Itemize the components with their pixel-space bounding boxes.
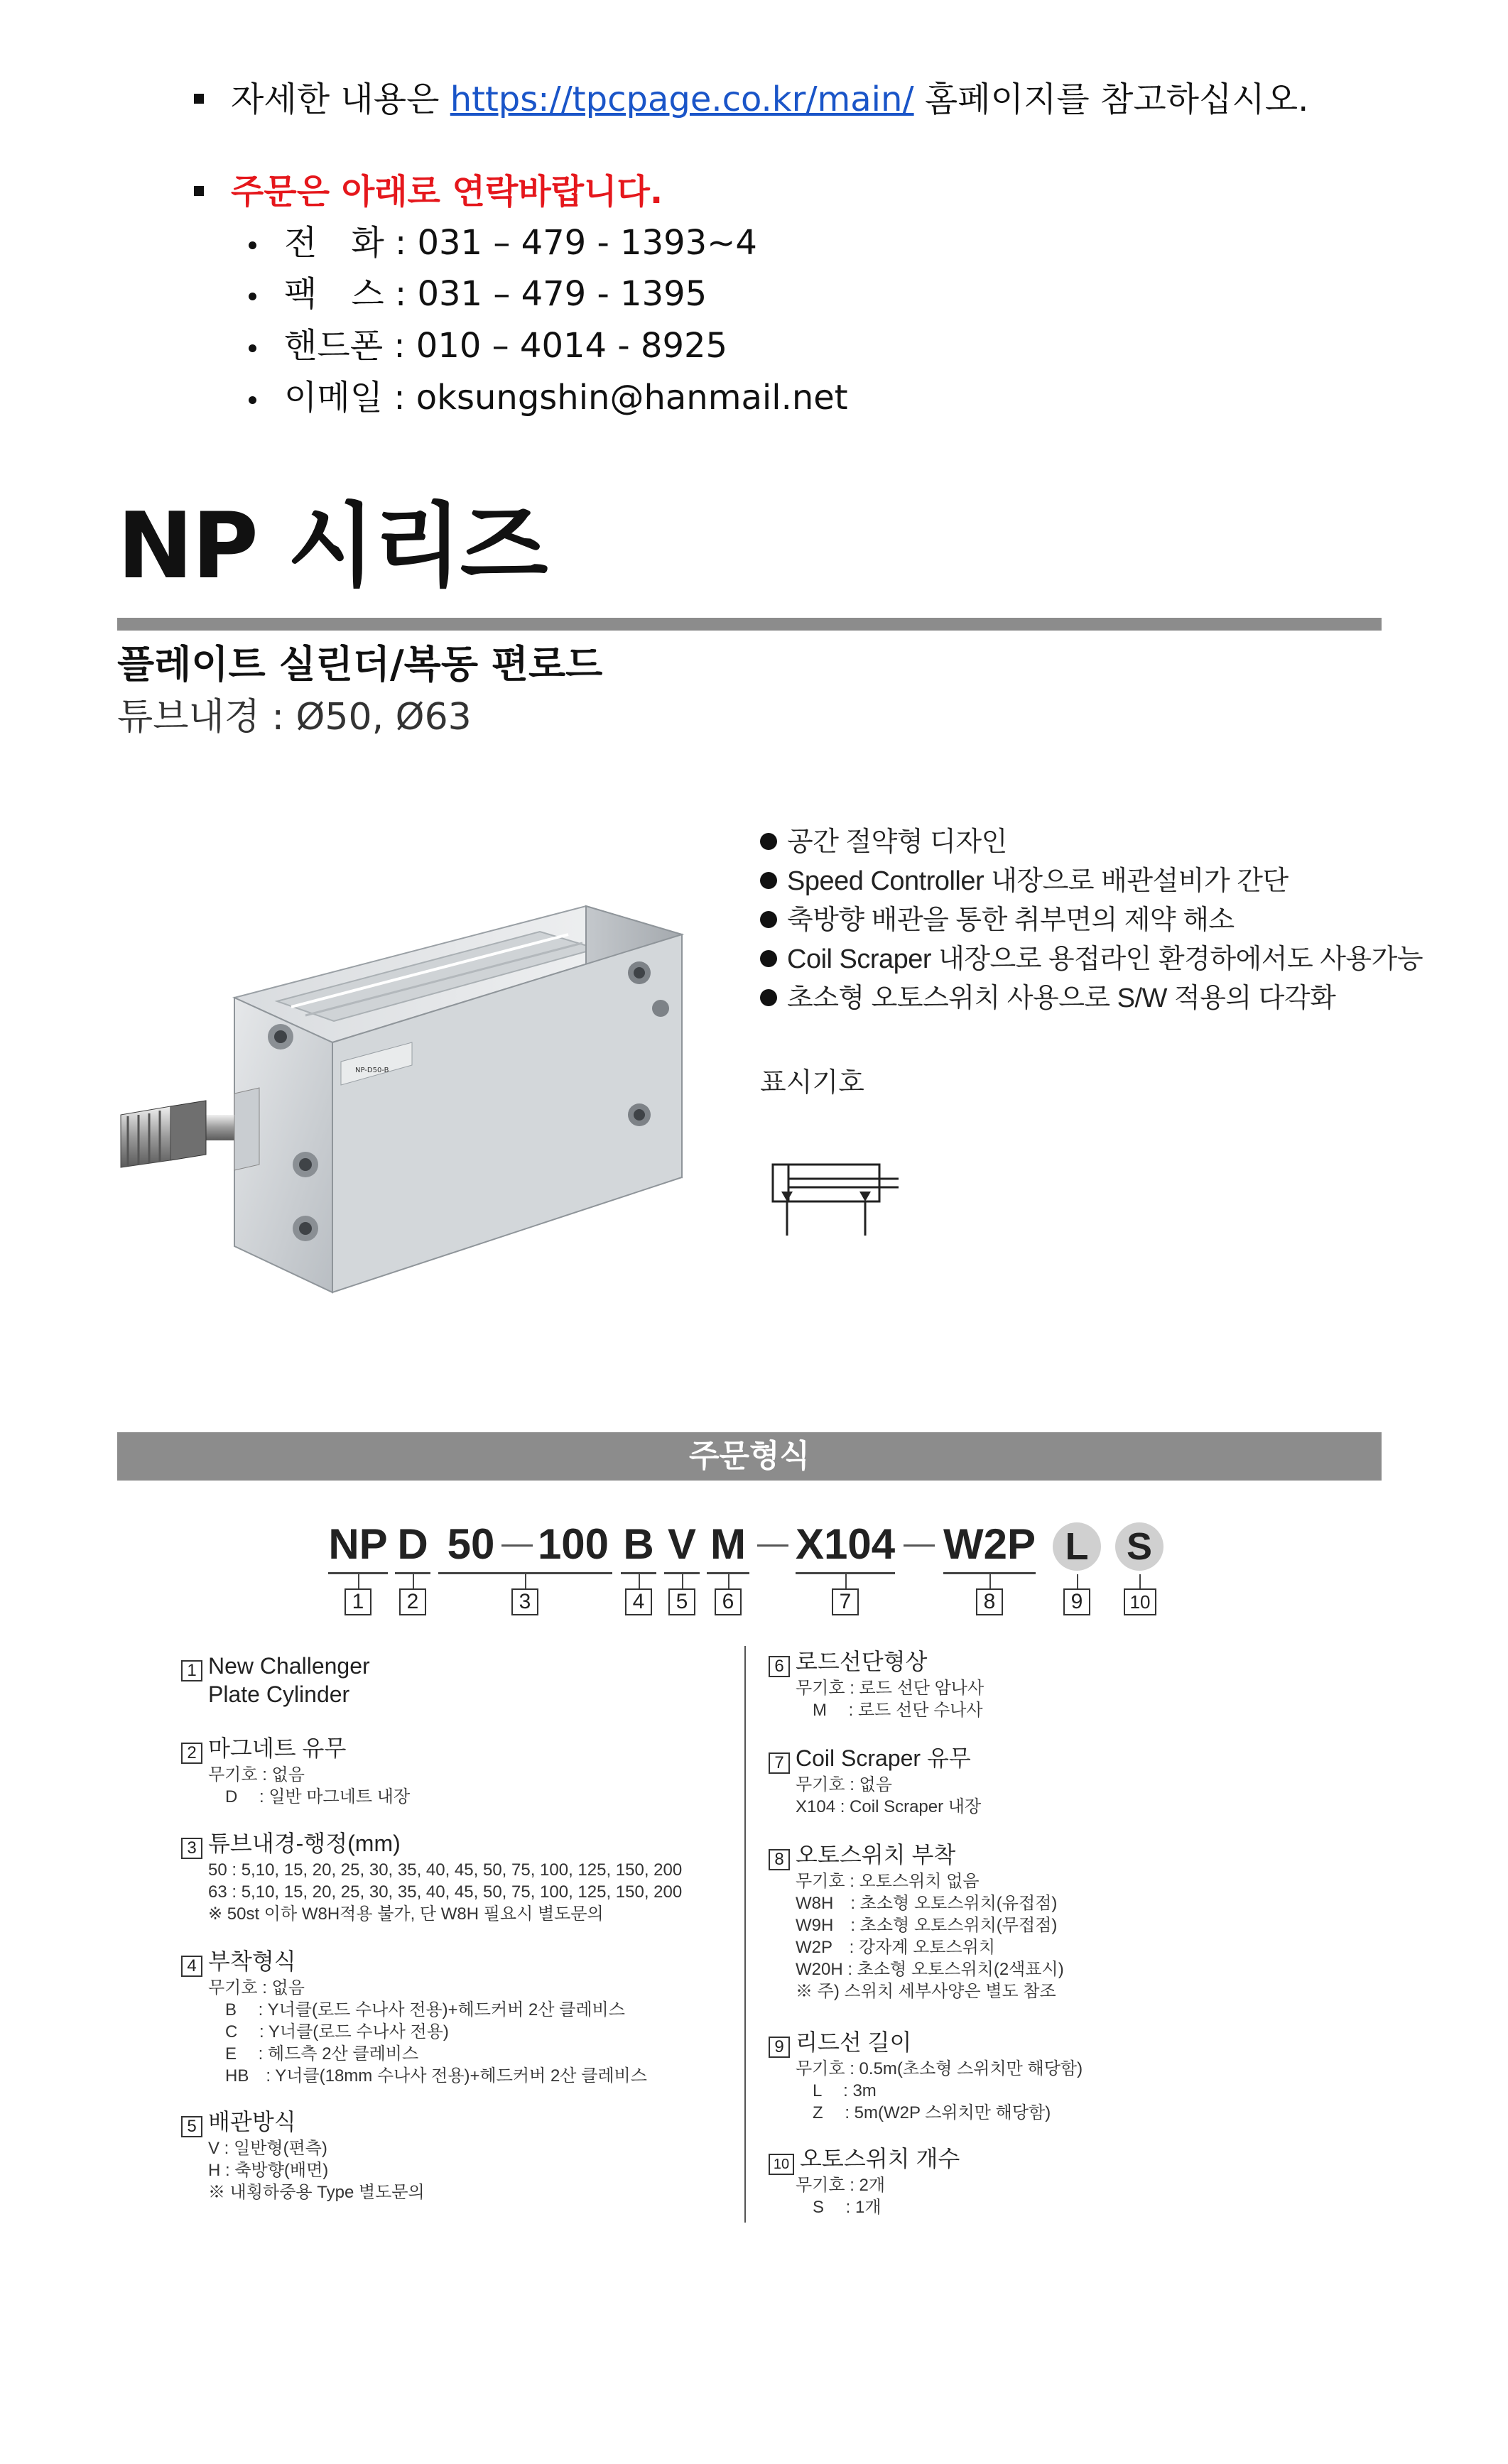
spec-line: M : 로드 선단 수나사 [796, 1701, 983, 1720]
feature-item: 공간 절약형 디자인 [760, 824, 1007, 861]
contact-phone: 전 화 : 031 – 479 - 1393~4 [284, 223, 757, 263]
spec-line: W9H : 초소형 오토스위치(무접점) [796, 1916, 1058, 1935]
code-part-w2p: W2P [943, 1520, 1036, 1568]
spec-line: H : 축방향(배면) [208, 2161, 329, 2180]
spec-line: D : 일반 마그네트 내장 [208, 1787, 411, 1806]
code-part-v: V [667, 1520, 697, 1568]
spec-title-4: 4 부착형식 [181, 1947, 296, 1977]
contact-bullet-icon [249, 293, 256, 300]
spec-title-9: 9 리드선 길이 [769, 2028, 911, 2058]
code-tick [639, 1574, 640, 1588]
spec-line: S : 1개 [796, 2198, 882, 2217]
title-divider [117, 618, 1382, 631]
spec-line: 무기호 : 2개 [796, 2176, 886, 2195]
spec-line: W8H : 초소형 오토스위치(유접점) [796, 1894, 1058, 1913]
spec-line: 무기호 : 0.5m(초소형 스위치만 해당함) [796, 2059, 1083, 2078]
spec-title-8: 8 오토스위치 부착 [769, 1841, 955, 1870]
spec-title-3: 3 튜브내경-행정(mm) [181, 1829, 401, 1859]
bullet-icon [760, 950, 777, 967]
code-number-box: 1 [345, 1588, 371, 1615]
code-part-d: D [397, 1520, 428, 1568]
code-tick [358, 1574, 359, 1588]
code-tick [413, 1574, 414, 1588]
spec-line: ※ 주) 스위치 세부사양은 별도 참조 [796, 1982, 1056, 2001]
spec-title-10: 10 오토스위치 개수 [769, 2144, 960, 2175]
bullet-icon [760, 911, 777, 928]
spec-title-2: 2 마그네트 유무 [181, 1734, 346, 1764]
spec-line: HB : Y너클(18mm 수나사 전용)+헤드커버 2산 클레비스 [208, 2066, 647, 2086]
code-tick [728, 1574, 729, 1588]
contact-email: 이메일 : oksungshin@hanmail.net [284, 378, 848, 418]
spec-line: 무기호 : 없음 [796, 1775, 892, 1794]
contact-bullet-icon [249, 241, 256, 249]
spec-line: ※ 내횡하중용 Type 별도문의 [208, 2183, 425, 2202]
spec-line: V : 일반형(편측) [208, 2139, 327, 2158]
code-tick [1139, 1574, 1141, 1588]
spec-title-7: 7 Coil Scraper 유무 [769, 1744, 971, 1774]
code-part-m: M [710, 1520, 746, 1568]
code-number-box: 5 [668, 1588, 695, 1615]
spec-line: 무기호 : 없음 [208, 1765, 305, 1784]
column-divider [744, 1646, 746, 2223]
code-part-np: NP [328, 1520, 388, 1568]
spec-line: ※ 50st 이하 W8H적용 불가, 단 W8H 필요시 별도문의 [208, 1904, 604, 1924]
code-part-s: S [1115, 1522, 1163, 1571]
spec-title-6: 6 로드선단형상 [769, 1647, 927, 1677]
spec-line: C : Y너클(로드 수나사 전용) [208, 2022, 449, 2041]
cylinder-symbol-icon [767, 1157, 909, 1250]
homepage-link[interactable]: https://tpcpage.co.kr/main/ [450, 80, 914, 119]
product-label-text: NP-D50-B [355, 1067, 389, 1074]
contact-fax: 팩 스 : 031 – 479 - 1395 [284, 274, 707, 314]
order-format-title: 주문형식 [688, 1438, 810, 1474]
spec-line: X104 : Coil Scraper 내장 [796, 1797, 982, 1816]
spec-line: E : 헤드측 2산 클레비스 [208, 2044, 419, 2064]
cylinder-product-image [114, 881, 710, 1307]
series-title: NP 시리즈 [117, 494, 547, 599]
code-number-box: 7 [832, 1588, 859, 1615]
order-format-header [117, 1432, 1382, 1481]
spec-title-1-line2: Plate Cylinder [208, 1681, 350, 1707]
tube-bore: 튜브내경 : Ø50, Ø63 [117, 696, 472, 738]
code-number-box: 2 [399, 1588, 426, 1615]
spec-line: B : Y너클(로드 수나사 전용)+헤드커버 2산 클레비스 [208, 2000, 625, 2019]
spec-line: W20H : 초소형 오토스위치(2색표시) [796, 1960, 1064, 1979]
info-bullet-icon [194, 94, 204, 104]
code-number-box: 9 [1063, 1588, 1090, 1615]
feature-item: Coil Scraper 내장으로 용접라인 환경하에서도 사용가능 [760, 941, 1423, 978]
code-tick [845, 1574, 847, 1588]
bullet-icon [760, 833, 777, 850]
feature-item: Speed Controller 내장으로 배관설비가 간단 [760, 863, 1289, 900]
feature-item: 초소형 오토스위치 사용으로 S/W 적용의 다각화 [760, 980, 1335, 1017]
feature-item: 축방향 배관을 통한 취부면의 제약 해소 [760, 902, 1235, 939]
code-number-box: 10 [1124, 1588, 1156, 1615]
code-number-box: 3 [511, 1588, 538, 1615]
spec-title-5: 5 배관방식 [181, 2108, 296, 2137]
order-notice: 주문은 아래로 연락바랍니다. [231, 172, 663, 212]
order-bullet-icon [194, 186, 204, 196]
spec-line: 무기호 : 로드 선단 암나사 [796, 1679, 984, 1698]
code-dash [904, 1544, 935, 1547]
code-number-box: 6 [715, 1588, 742, 1615]
code-part-b: B [623, 1520, 654, 1568]
code-tick [989, 1574, 991, 1588]
bullet-icon [760, 872, 777, 889]
info-line: 자세한 내용은 https://tpcpage.co.kr/main/ 홈페이지를 참고하십시오. [231, 80, 1309, 119]
contact-bullet-icon [249, 396, 256, 404]
spec-line: W2P : 강자계 오토스위치 [796, 1938, 996, 1957]
spec-line: 63 : 5,10, 15, 20, 25, 30, 35, 40, 45, 50, 75, 100, 125, 150, 200 [208, 1882, 683, 1902]
bullet-icon [760, 989, 777, 1006]
spec-line: 무기호 : 없음 [208, 1978, 305, 1997]
spec-title-1: 1 New Challenger [181, 1652, 370, 1681]
code-tick [1077, 1574, 1078, 1588]
contact-mobile: 핸드폰 : 010 – 4014 - 8925 [284, 326, 728, 366]
spec-line: 50 : 5,10, 15, 20, 25, 30, 35, 40, 45, 50, 75, 100, 125, 150, 200 [208, 1860, 683, 1880]
spec-line: Z : 5m(W2P 스위치만 해당함) [796, 2103, 1051, 2122]
code-dash [757, 1544, 788, 1547]
code-tick [525, 1574, 526, 1588]
code-part-stroke: 100 [537, 1520, 609, 1568]
code-part-bore: 50 [447, 1520, 495, 1568]
code-part-x104: X104 [796, 1520, 896, 1568]
code-part-l: L [1053, 1522, 1101, 1571]
code-tick [682, 1574, 683, 1588]
symbol-label: 표시기호 [760, 1068, 864, 1098]
code-number-box: 8 [976, 1588, 1003, 1615]
spec-line: 무기호 : 오토스위치 없음 [796, 1872, 980, 1891]
code-dash [501, 1544, 533, 1547]
spec-line: L : 3m [796, 2081, 877, 2100]
series-subtitle: 플레이트 실린더/복동 편로드 [117, 642, 603, 687]
contact-bullet-icon [249, 344, 256, 352]
code-number-box: 4 [625, 1588, 652, 1615]
